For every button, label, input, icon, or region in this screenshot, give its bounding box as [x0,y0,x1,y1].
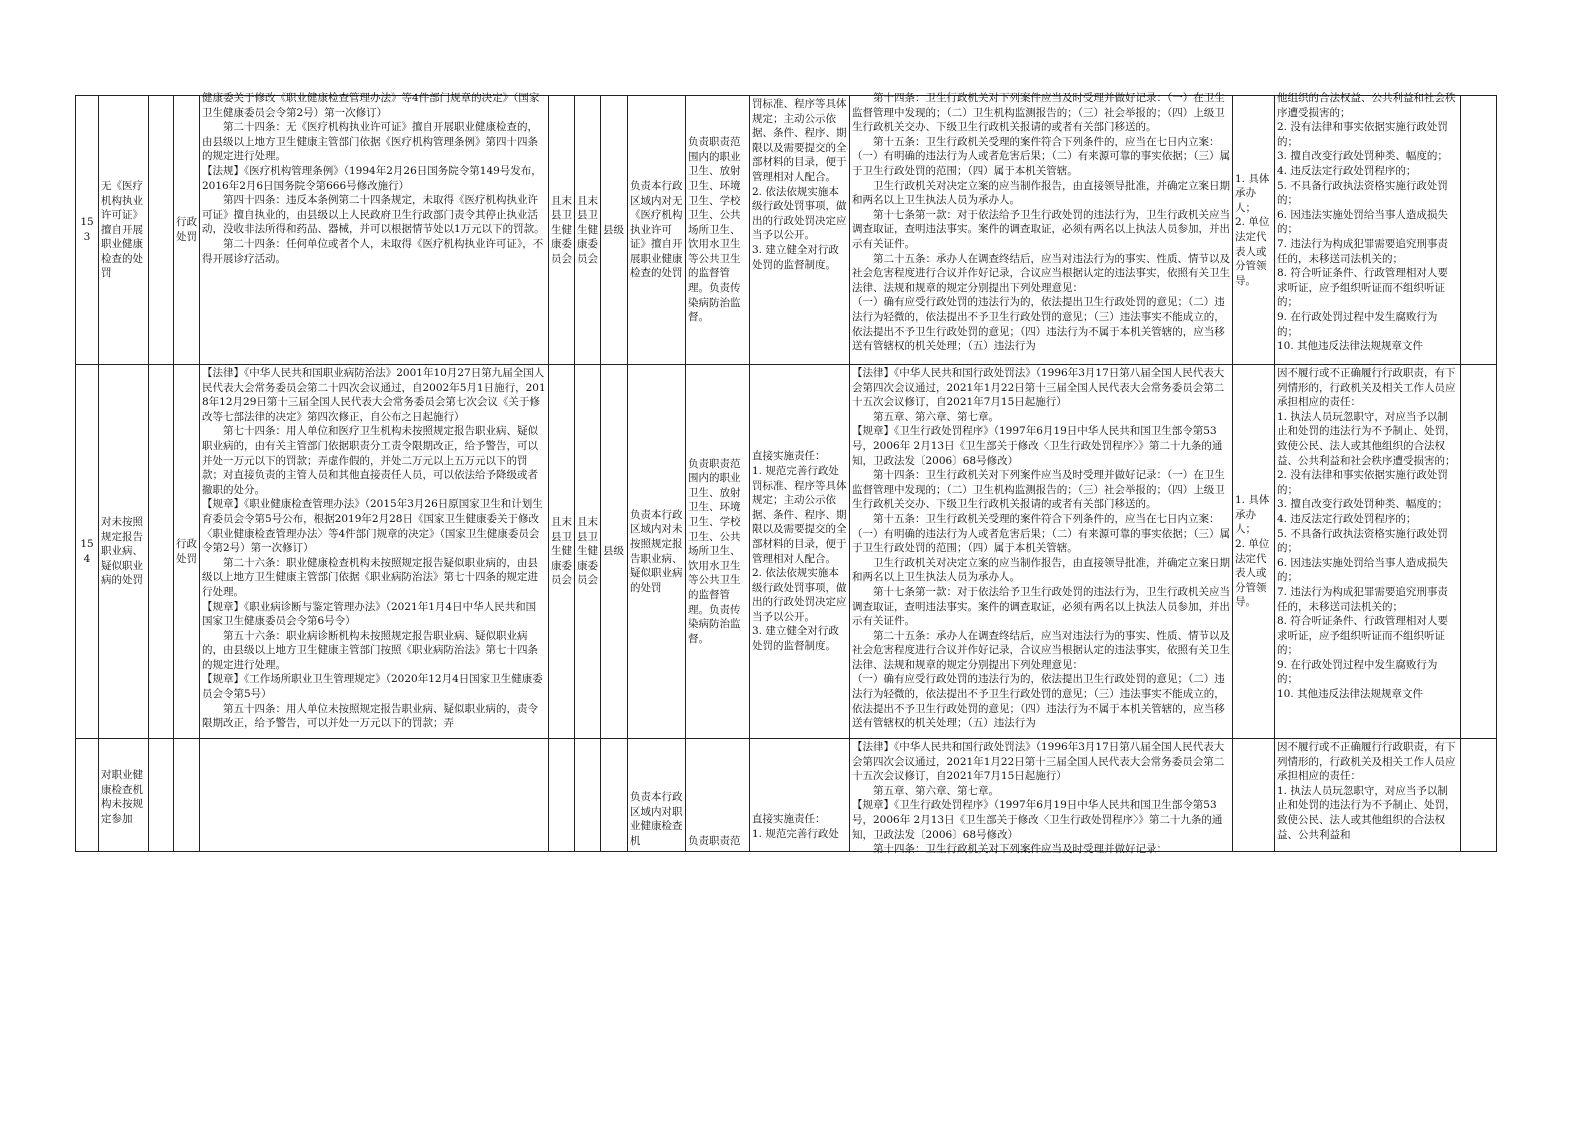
liability-text: 6. 因违法实施处罚给当事人造成损失的； [1277,556,1448,584]
basis-text: 第五十六条：职业病诊断机构未按照规定报告职业病、疑似职业病的，由县级以上地方卫生健康主管部门按照《职业病防治法》第七十四条的规定进行处理。 [202,629,538,671]
liability-text: 9. 在行政处罚过程中发生腐败行为的； [1277,658,1438,686]
legal-basis-cell [200,739,549,852]
legal-basis-cell [200,365,549,739]
item-name-text: 对职业健康检查机构未按规定参加 [101,769,143,825]
duty-cell: 罚标准、程序等具体规定；主动公示依据、条件、程序、期限以及需要提交的全部材料的目录，便于管理相对人配合。 2. 依法依规实施本级行政处罚事项，做出的行政处罚决定应当予以公开。 3. 建立健全对行政处罚的监督制度。 [750,96,850,365]
liability-text: 5. 不具备行政执法资格实施行政处罚的； [1277,527,1448,555]
procedure-text: 【法律】《中华人民共和国行政处罚法》（1996年3月17日第八届全国人民代表大会第四次会议通过，2021年1月22日第十三届全国人民代表大会常务委员会第二十五次会议修订，自2021年7月15日起施行） [852,741,1225,783]
liability-text: 因不履行或不正确履行行政职责，有下列情形的，行政机关及相关工作人员应承担相应的责任： [1277,741,1456,783]
procedure-text: 第二十五条：承办人在调查终结后，应当对违法行为的事实、性质、情节以及社会危害程度进行合议并作好记录，合议应当根据认定的违法事实，依照有关卫生法律、法规和规章的规定分别提出下列处理意见： [852,252,1230,294]
department-cell: 且末县卫生健康委员会 [575,365,601,739]
table-row [76,365,1497,739]
scope-cell: 负责职责范围内的职业卫生、放射卫生、环境卫生、学校卫生、公共场所卫生、饮用水卫生等公共卫生的监督管理。负责传染病防治监督。 [686,96,750,365]
liability-text: 10. 其他违反法律法规规章文件 [1277,340,1424,353]
basis-text: 【法规】《医疗机构管理条例》（1994年2月26日国务院令第149号发布，2016年2月6日国务院令第666号修改施行） [202,164,542,192]
procedure-text: 第十五条：卫生行政机关受理的案件符合下列条件的，应当在七日内立案：（一）有明确的违法行为人或者危害后果；（二）有来源可靠的事实依据；（三）属于卫生行政处罚的范围；（四）属于本机关管辖。 [852,512,1230,555]
liability-text: 9. 在行政处罚过程中发生腐败行为的； [1277,310,1438,338]
content-cell [628,739,686,852]
basis-text: 【规章】《工作场所职业卫生管理规定》（2020年12月4日国家卫生健康委员会令第5号） [202,673,543,701]
liability-text: 4. 违反法定行政处罚程序的； [1277,164,1417,177]
liability-text: 8. 符合听证条件、行政管理相对人要求听证，应予组织听证而不组织听证的； [1277,267,1448,309]
department-cell: 且末县卫生健康委员会 [575,96,601,365]
basis-text: 健康委关于修改《职业健康检查管理办法》等4件部门规章的决定》（国家卫生健康委员会令第2号）第一次修订） [202,92,540,119]
liability-text: 8. 符合听证条件、行政管理相对人要求听证，应予组织听证而不组织听证的； [1277,615,1448,657]
legal-basis-cell [200,92,549,365]
liability-text: 他组织的合法权益、公共利益和社会秩序遭受损害的； [1277,92,1456,119]
authority-list-sheet [75,92,1496,856]
item-name: 对未按照规定报告职业病、疑似职业病的处罚 [99,365,149,739]
liability-text: 2. 没有法律和事实依据实施行政处罚的； [1277,121,1448,148]
basis-text: 第二十四条：无《医疗机构执业许可证》擅自开展职业健康检查的，由县级以上地方卫生健康主管部门依据《医疗机构管理条例》第四十四条的规定进行处理。 [202,121,538,163]
table-row [76,739,1497,852]
procedure-text: 【规章】《卫生行政处罚程序》（1997年6月19日中华人民共和国卫生部令第53号，2006年 2月13日《卫生部关于修改〈卫生行政处罚程序〉》第二十九条的通知，卫政法发〔2006〕68号修改） [852,425,1223,467]
level-cell: 县级 [601,365,628,739]
duty-cell [750,739,850,852]
item-number [76,739,99,852]
item-number: 153 [76,96,99,365]
subject-cell: 1. 具体承办人； 2. 单位法定代表人或分管领导。 [1233,365,1275,739]
item-category: 行政处罚 [174,365,200,739]
procedure-text: 第十四条：卫生行政机关对下列案件应当及时受理并做好记录： [873,843,1167,856]
liability-text: 3. 擅自改变行政处罚种类、幅度的； [1277,150,1448,163]
department-cell: 且末县卫生健康委员会 [549,365,575,739]
item-number: 154 [76,365,99,739]
scope-cell: 负责职责范围内的职业卫生、放射卫生、环境卫生、学校卫生、公共场所卫生、饮用水卫生等公共卫生的监督管理。负责传染病防治监督。 [686,365,750,739]
liability-text: 4. 违反法定行政处罚程序的； [1277,512,1417,525]
procedure-cell [850,92,1233,365]
empty-cell [1461,96,1497,365]
basis-text: 第五十四条：用人单位未按照规定报告职业病、疑似职业病的，责令限期改正，给予警告，可以并处一万元以下的罚款；弄 [202,702,538,730]
subject-cell [1233,739,1275,852]
procedure-text: 卫生行政机关对决定立案的应当制作报告，由直接领导批准，并确定立案日期和两名以上卫生执法人员为承办人。 [852,556,1230,584]
procedure-text: 【法律】《中华人民共和国行政处罚法》（1996年3月17日第八届全国人民代表大会第四次会议通过，2021年1月22日第十三届全国人民代表大会常务委员会第二十五次会议修订，自2021年7月15日起施行） [852,367,1225,409]
content-cell: 负责本行政区域内对无《医疗机构执业许可证》擅自开展职业健康检查的处罚 [628,96,686,365]
procedure-text: （一）确有应受行政处罚的违法行为的，依法提出卫生行政处罚的意见；（二）违法行为轻微的，依法提出不予卫生行政处罚的意见；（三）违法事实不能成立的，依法提出不予卫生行政处罚的意见；（四）违法行为不属于本机关管辖的，应当移送有管辖权的机关处理；（五）违法行为 [852,673,1225,730]
liability-text: 7. 违法行为构成犯罪需要追究刑事责任的，未移送司法机关的； [1277,237,1448,265]
empty-cell [1461,365,1497,739]
liability-text: 1. 执法人员玩忽职守，对应当予以制止和处罚的违法行为不予制止、处罚，致使公民、法人或其他组织的合法权益、公共利益和社会秩序遭受损害的； [1277,410,1456,467]
procedure-text: 【规章】《卫生行政处罚程序》（1997年6月19日中华人民共和国卫生部令第53号，2006年 2月13日《卫生部关于修改〈卫生行政处罚程序〉》第二十九条的通知，卫政法发〔2006〕68号修改） [852,799,1223,841]
department-cell: 且末县卫生健康委员会 [549,96,575,365]
level-cell [601,739,628,852]
basis-text: 第七十四条：用人单位和医疗卫生机构未按照规定报告职业病、疑似职业病的，由有关主管部门依据职责分工责令限期改正，给予警告，可以并处一万元以下的罚款；弄虚作假的，并处二万元以上五万元以下的罚款；对直接负责的主管人员和其他直接责任人员，可以依法给予降级或者撤职的处分。 [202,425,538,496]
level-cell: 县级 [601,96,628,365]
content-text: 负责本行政区域内对职业健康检查机 [630,791,683,847]
liability-text: 7. 违法行为构成犯罪需要追究刑事责任的，未移送司法机关的； [1277,585,1448,613]
basis-text: 【规章】《职业病诊断与鉴定管理办法》（2021年1月4日中华人民共和国国家卫生健康委员会令第6号令） [202,600,537,628]
basis-text: 【规章】《职业健康检查管理办法》（2015年3月26日原国家卫生和计划生育委员会令第5号公布，根据2019年2月28日《国家卫生健康委关于修改〈职业健康检查管理办法〉等4件部门规章的决定》（国家卫生健康委员会令第2号）第一次修订） [202,498,543,555]
liability-cell [1275,365,1461,739]
procedure-text: （一）确有应受行政处罚的违法行为的，依法提出卫生行政处罚的意见；（二）违法行为轻微的，依法提出不予卫生行政处罚的意见；（三）违法事实不能成立的，依法提出不予卫生行政处罚的意见；（四）违法行为不属于本机关管辖的，应当移送有管辖权的机关处理；（五）违法行为 [852,296,1225,353]
item-name [99,739,149,852]
table-row [76,96,1497,365]
procedure-cell [850,365,1233,739]
basis-text: 第二十四条：任何单位或者个人，未取得《医疗机构执业许可证》，不得开展诊疗活动。 [202,237,544,265]
procedure-text: 第十七条第一款：对于依法给予卫生行政处罚的违法行为，卫生行政机关应当调查取证，查明违法事实。案件的调查取证，必须有两名以上执法人员参加，并出示有关证件。 [852,585,1230,628]
scope-text: 负责职责范 [688,835,741,847]
basis-text: 第四十四条：违反本条例第二十四条规定，未取得《医疗机构执业许可证》擅自执业的，由县级以上人民政府卫生行政部门责令其停止执业活动，没收非法所得和药品、器械，并可以根据情节处以1万元以下的罚款。 [202,194,545,236]
empty-cell [149,96,174,365]
liability-text: 因不履行或不正确履行行政职责，有下列情形的，行政机关及相关工作人员应承担相应的责任： [1277,367,1456,409]
liability-cell [1275,92,1461,365]
empty-cell [1461,739,1497,852]
liability-cell [1275,739,1461,852]
liability-text: 1. 执法人员玩忽职守，对应当予以制止和处罚的违法行为不予制止、处罚，致使公民、法人或其他组织的合法权益、公共利益和 [1277,784,1456,841]
duty-text: 直接实施责任： 1. 规范完善行政处 [752,813,839,840]
empty-cell [149,365,174,739]
item-category [174,739,200,852]
empty-cell [149,739,174,852]
subject-cell: 1. 具体承办人； 2. 单位法定代表人或分管领导。 [1233,96,1275,365]
item-category: 行政处罚 [174,96,200,365]
procedure-cell [850,739,1233,856]
content-cell: 负责本行政区域内对未按照规定报告职业病、疑似职业病的处罚 [628,365,686,739]
power-list-table [75,92,1497,856]
procedure-text: 第五章、第六章、第七章。 [873,410,999,423]
liability-text: 3. 擅自改变行政处罚种类、幅度的； [1277,498,1448,511]
liability-text: 5. 不具备行政执法资格实施行政处罚的； [1277,179,1448,207]
procedure-text: 第二十五条：承办人在调查终结后，应当对违法行为的事实、性质、情节以及社会危害程度进行合议并作好记录，合议应当根据认定的违法事实，依照有关卫生法律、法规和规章的规定分别提出下列处理意见： [852,629,1230,671]
item-name: 无《医疗机构执业许可证》擅自开展职业健康检查的处罚 [99,96,149,365]
liability-text: 6. 因违法实施处罚给当事人造成损失的； [1277,208,1448,236]
procedure-text: 卫生行政机关对决定立案的应当制作报告，由直接领导批准，并确定立案日期和两名以上卫生执法人员为承办人。 [852,179,1230,207]
duty-cell: 直接实施责任： 1. 规范完善行政处罚标准、程序等具体规定；主动公示依据、条件、程序、期限以及需要提交的全部材料的目录，便于管理相对人配合。 2. 依法依规实施本级行政处罚事项，做出的行政处罚决定应当予以公开。 3. 建立健全对行政处罚的监督制度。 [750,365,850,739]
procedure-text: 第十四条：卫生行政机关对下列案件应当及时受理并做好记录：（一）在卫生监督管理中发现的；（二）卫生机构监测报告的；（三）社会举报的；（四）上级卫生行政机关交办、下级卫生行政机关报请的或者有关部门移送的。 [852,92,1225,134]
department-cell [549,739,575,852]
procedure-text: 第十四条：卫生行政机关对下列案件应当及时受理并做好记录：（一）在卫生监督管理中发现的；（二）卫生机构监测报告的；（三）社会举报的；（四）上级卫生行政机关交办、下级卫生行政机关报请的或者有关部门移送的。 [852,469,1225,511]
scope-cell [686,739,750,852]
liability-text: 10. 其他违反法律法规规章文件 [1277,688,1424,701]
basis-text: 第二十六条：职业健康检查机构未按照规定报告疑似职业病的，由县级以上地方卫生健康主管部门依据《职业病防治法》第七十四条的规定进行处理。 [202,556,538,598]
procedure-text: 第十七条第一款：对于依法给予卫生行政处罚的违法行为，卫生行政机关应当调查取证，查明违法事实。案件的调查取证，必须有两名以上执法人员参加，并出示有关证件。 [852,208,1230,250]
liability-text: 2. 没有法律和事实依据实施行政处罚的； [1277,469,1448,496]
basis-text: 【法律】《中华人民共和国职业病防治法》2001年10月27日第九届全国人民代表大会常务委员会第二十四次会议通过，自2002年5月1日施行，2018年12月29日第十三届全国人民代表大会常务委员会第七次会议《关于修改等七部法律的决定》第四次修正，自公布之日起施行） [202,367,546,423]
procedure-text: 第十五条：卫生行政机关受理的案件符合下列条件的，应当在七日内立案：（一）有明确的违法行为人或者危害后果；（二）有来源可靠的事实依据；（三）属于卫生行政处罚的范围；（四）属于本机关管辖。 [852,135,1230,177]
department-cell [575,739,601,852]
procedure-text: 第五章、第六章、第七章。 [873,784,999,797]
